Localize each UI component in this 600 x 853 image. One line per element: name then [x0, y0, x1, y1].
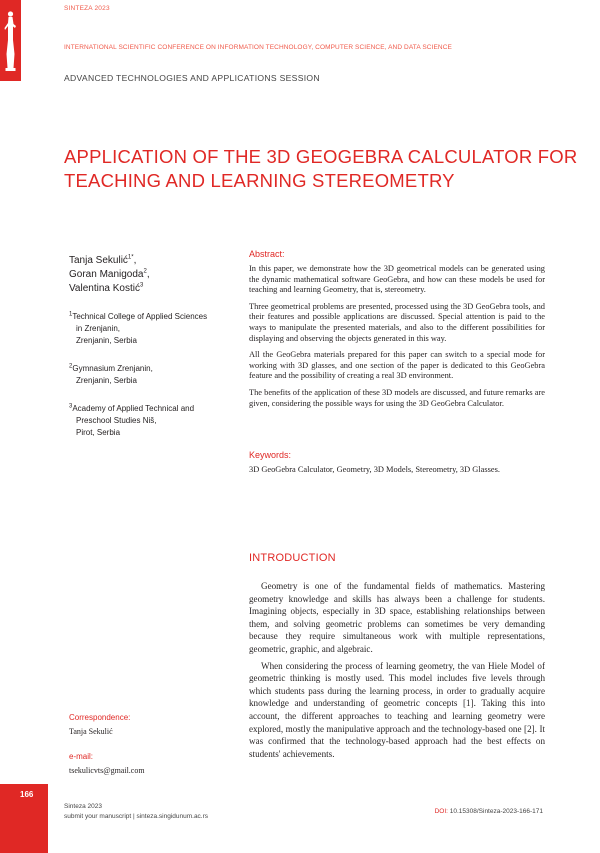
doi[interactable]: DOI: 10.15308/Sinteza-2023-166-171	[434, 808, 543, 815]
affiliation: $^3$Academy of Applied Technical and Preschool Studies Niš, Pirot, Serbia	[69, 403, 195, 437]
abstract-label: Abstract:	[249, 249, 285, 259]
title-line: TEACHING AND LEARNING STEREOMETRY	[64, 170, 455, 191]
email-label: e-mail:	[69, 752, 94, 761]
correspondence-name: Tanja Sekulić	[69, 727, 113, 736]
introduction-heading: INTRODUCTION	[249, 552, 336, 564]
abstract-paragraph: Three geometrical problems are presented, processed using the 3D GeoGebra tools, and their features and possible applications are discussed. Special attention is paid to the ways to manipulate the presented materials, and also to the different possibilities for displaying and observing the objects generated in this way.	[249, 301, 545, 343]
body-paragraph: When considering the process of learning geometry, the van Hiele Model of geometric thinking is mostly used. This model includes five levels through which students pass during the learning process, in order to gradually acquire knowledge and understanding of geometric concepts [1]. Taking this into account, the different approaches to teaching and learning geometry were explored, mostly the manipulative approach and the technology-based one [2]. It was confirmed that the technology-based approach had the best effects on students' achievements.	[249, 660, 545, 759]
footer-submit-link[interactable]: submit your manuscript | sinteza.singidunum.ac.rs	[64, 813, 209, 820]
author: Tanja Sekulić$^{1*}$,	[69, 254, 137, 266]
abstract-paragraph: The benefits of the application of these 3D models are discussed, and future remarks are given, considering the possible ways for using the 3D GeoGebra Calculator.	[249, 387, 545, 408]
author: Goran Manigoda$^2$,	[69, 268, 150, 280]
email-link[interactable]: tsekulicvts@gmail.com	[69, 766, 145, 775]
page-number: 166	[20, 790, 34, 799]
keywords-text: 3D GeoGebra Calculator, Geometry, 3D Models, Stereometry, 3D Glasses.	[249, 465, 500, 474]
title-line: APPLICATION OF THE 3D GEOGEBRA CALCULATOR FOR	[64, 146, 578, 167]
abstract-paragraph: All the GeoGebra materials prepared for this paper can switch to a special mode for working with 3D glasses, and one section of the paper is dedicated to this GeoGebra feature and the possibility of creating a real 3D environment.	[249, 350, 545, 381]
session-title: ADVANCED TECHNOLOGIES AND APPLICATIONS SESSION	[64, 73, 320, 83]
keywords-label: Keywords:	[249, 450, 292, 460]
footer-conference: Sinteza 2023	[64, 803, 102, 810]
body-paragraph: Geometry is one of the fundamental fields of mathematics. Mastering geometry knowledge and skills has always been a challenge for students. Imagining objects, especially in 3D space, establishing relationships between them, and solving geometric problems can sometimes be very demanding because they require simultaneous work with multiple representations, geometric, graphic, and algebraic.	[249, 581, 545, 654]
paper-title	[64, 145, 578, 193]
affiliation: $^2$Gymnasium Zrenjanin, Zrenjanin, Serbia	[69, 363, 153, 385]
conference-full: INTERNATIONAL SCIENTIFIC CONFERENCE ON INFORMATION TECHNOLOGY, COMPUTER SCIENCE, AND DATA SCIENCE	[64, 44, 452, 51]
conference-short: SINTEZA 2023	[64, 5, 110, 12]
sinteza-statue-icon	[4, 10, 17, 72]
affiliation: $^1$Technical College of Applied Sciences in Zrenjanin, Zrenjanin, Serbia	[69, 311, 208, 345]
abstract-body	[249, 264, 545, 415]
correspondence-label: Correspondence:	[69, 713, 131, 722]
author-list	[69, 254, 150, 296]
introduction-body	[249, 580, 545, 764]
author: Valentina Kostić$^3$	[69, 282, 144, 294]
logo-bar	[0, 0, 21, 81]
abstract-paragraph: In this paper, we demonstrate how the 3D geometrical models can be generated using the dynamic mathematical software GeoGebra, and how can these models be used for teaching and learning Geometry, that is, stereometry.	[249, 264, 545, 295]
